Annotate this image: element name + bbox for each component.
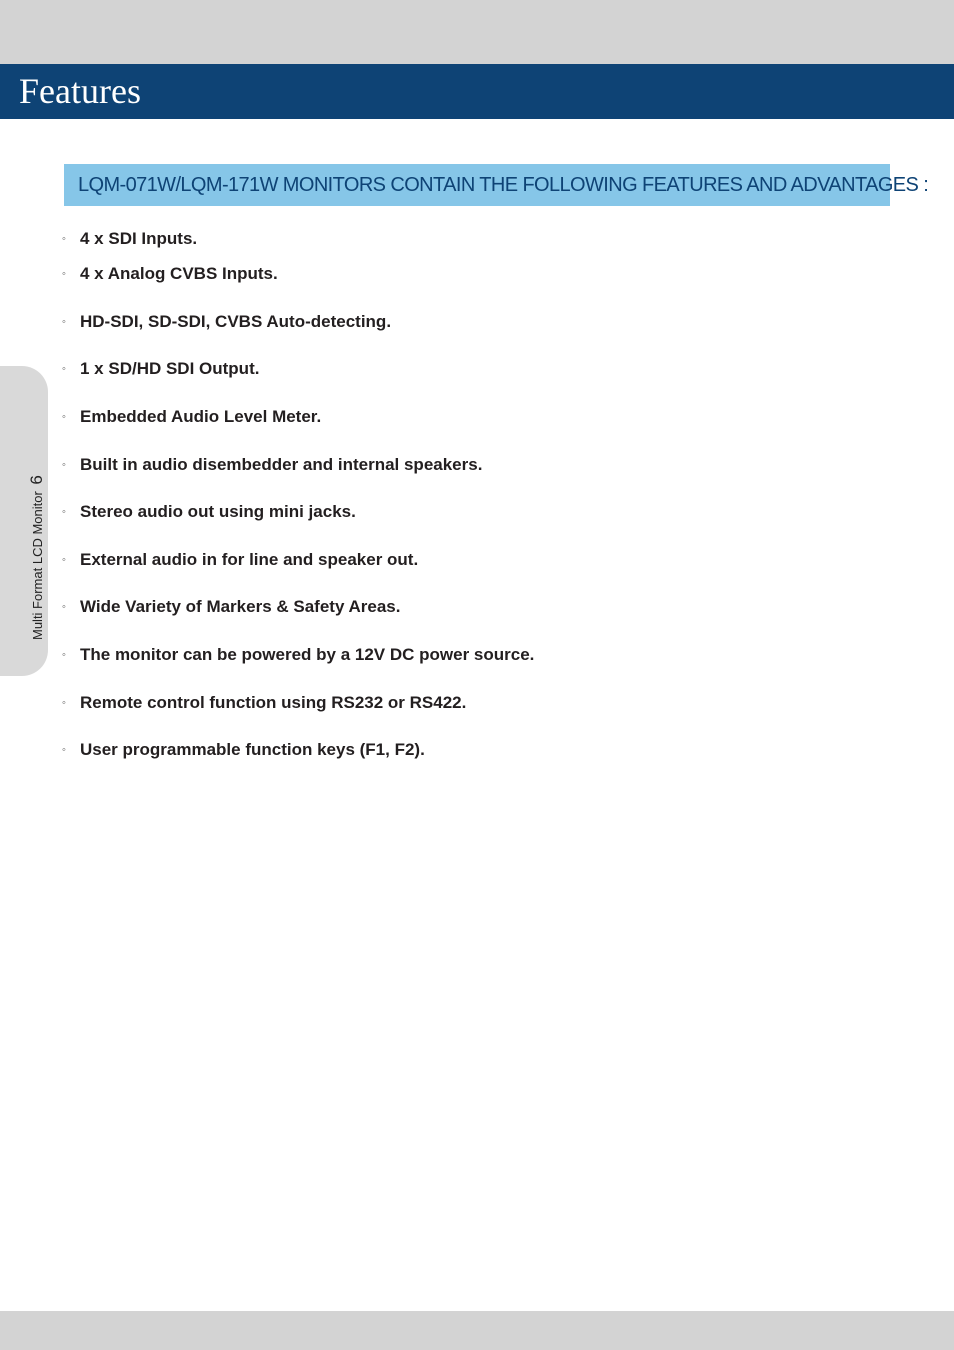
feature-text: Wide Variety of Markers & Safety Areas. bbox=[80, 597, 401, 616]
page-title: Features bbox=[19, 71, 141, 111]
list-item bbox=[62, 692, 466, 714]
list-item bbox=[62, 358, 259, 380]
feature-text: 1 x SD/HD SDI Output. bbox=[80, 359, 260, 378]
feature-text: Remote control function using RS232 or RS422. bbox=[80, 693, 467, 712]
bullet-icon: ◦ bbox=[62, 411, 66, 423]
page-number: 6 bbox=[27, 475, 46, 485]
feature-text: External audio in for line and speaker out. bbox=[80, 550, 419, 569]
list-item bbox=[62, 454, 482, 476]
feature-text: 4 x Analog CVBS Inputs. bbox=[80, 264, 278, 283]
bottom-band bbox=[0, 1311, 954, 1350]
list-item bbox=[62, 596, 400, 618]
feature-text: The monitor can be powered by a 12V DC power source. bbox=[80, 645, 535, 664]
bullet-icon: ◦ bbox=[62, 268, 66, 280]
bullet-icon: ◦ bbox=[62, 744, 66, 756]
bullet-icon: ◦ bbox=[62, 649, 66, 661]
list-item bbox=[62, 228, 197, 250]
bullet-icon: ◦ bbox=[62, 233, 66, 245]
list-item bbox=[62, 406, 321, 428]
bullet-icon: ◦ bbox=[62, 363, 66, 375]
bullet-icon: ◦ bbox=[62, 506, 66, 518]
feature-text: Embedded Audio Level Meter. bbox=[80, 407, 322, 426]
list-item bbox=[62, 501, 356, 523]
feature-text: User programmable function keys (F1, F2). bbox=[80, 740, 425, 759]
list-item bbox=[62, 739, 425, 761]
feature-text: HD-SDI, SD-SDI, CVBS Auto-detecting. bbox=[80, 312, 392, 331]
list-item bbox=[62, 644, 534, 666]
bullet-icon: ◦ bbox=[62, 554, 66, 566]
feature-text: Stereo audio out using mini jacks. bbox=[80, 502, 356, 521]
banner-text: LQM-071W/LQM-171W MONITORS CONTAIN THE FOLLOWING FEATURES AND ADVANTAGES : bbox=[78, 174, 929, 196]
bullet-icon: ◦ bbox=[62, 697, 66, 709]
bullet-icon: ◦ bbox=[62, 601, 66, 613]
bullet-icon: ◦ bbox=[62, 316, 66, 328]
list-item bbox=[62, 263, 278, 285]
feature-text: 4 x SDI Inputs. bbox=[80, 229, 198, 248]
side-label-text: Multi Format LCD Monitor bbox=[30, 491, 45, 640]
feature-text: Built in audio disembedder and internal speakers. bbox=[80, 455, 483, 474]
list-item bbox=[62, 311, 391, 333]
bullet-icon: ◦ bbox=[62, 459, 66, 471]
list-item bbox=[62, 549, 418, 571]
